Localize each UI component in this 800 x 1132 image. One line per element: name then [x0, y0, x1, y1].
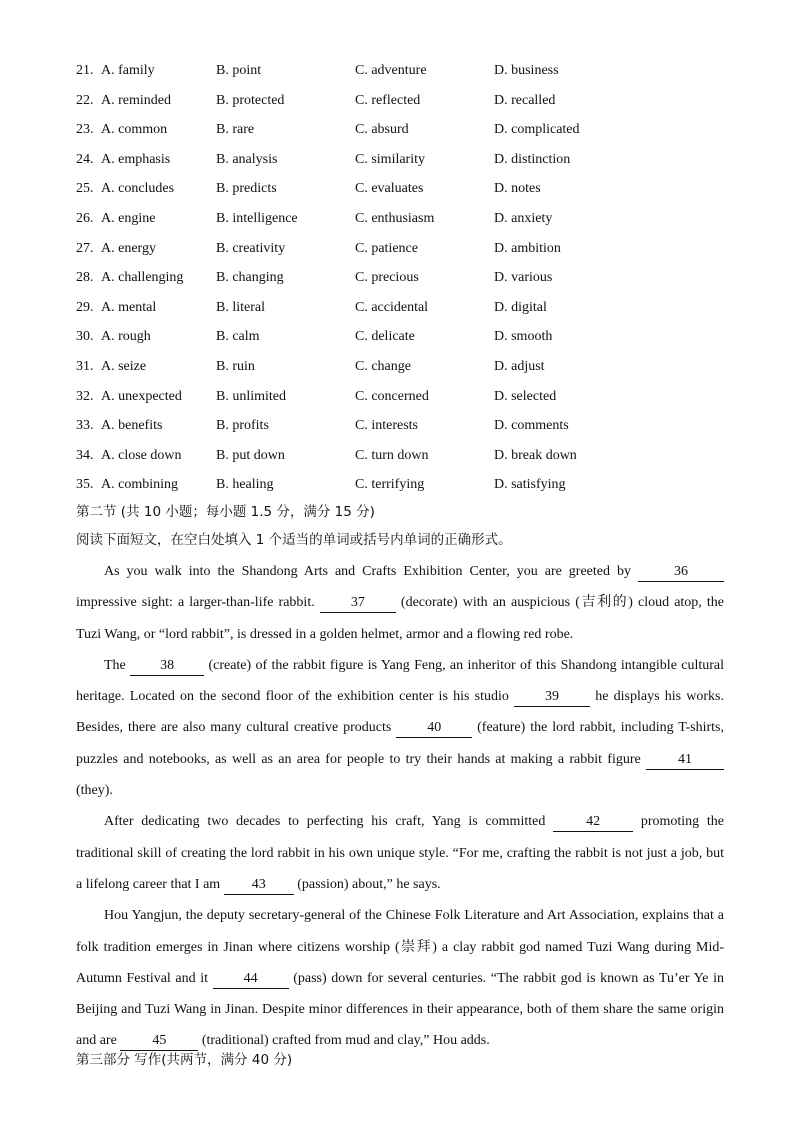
option-d[interactable]: D. anxiety	[494, 210, 553, 226]
option-d[interactable]: D. recalled	[494, 92, 556, 108]
blank-40[interactable]: 40	[396, 719, 472, 738]
option-c[interactable]: C. interests	[355, 418, 418, 434]
question-number: 32.	[76, 388, 94, 404]
passage-paragraph-2	[76, 650, 724, 806]
text-run: he displays his works. Besides, there are also many cultural creative products	[76, 689, 724, 736]
blank-45[interactable]: 45	[120, 1032, 198, 1051]
option-a[interactable]: A. challenging	[101, 270, 184, 286]
question-row	[76, 298, 736, 328]
option-a[interactable]: A. engine	[101, 210, 156, 226]
text-run: (decorate) with an auspicious (吉利的) cloud atop, the Tuzi Wang, or “lord rabbit”, is dressed in a golden helmet, armor and a flowing red robe.	[76, 595, 724, 642]
option-b[interactable]: B. analysis	[216, 151, 278, 167]
option-c[interactable]: C. delicate	[355, 329, 415, 345]
option-a[interactable]: A. seize	[101, 358, 147, 374]
passage-paragraph-1	[76, 556, 724, 650]
question-number: 25.	[76, 181, 94, 197]
option-c[interactable]: C. change	[355, 358, 411, 374]
passage-paragraph-4	[76, 900, 724, 1056]
option-c[interactable]: C. turn down	[355, 447, 429, 463]
option-c[interactable]: C. absurd	[355, 122, 409, 138]
option-d[interactable]: D. digital	[494, 299, 547, 315]
question-row	[76, 327, 736, 357]
question-row	[76, 209, 736, 239]
option-b[interactable]: B. intelligence	[216, 210, 298, 226]
text-run: As you walk into the Shandong Arts and Crafts Exhibition Center, you are greeted by	[104, 564, 638, 579]
option-b[interactable]: B. rare	[216, 122, 255, 138]
option-b[interactable]: B. predicts	[216, 181, 277, 197]
option-d[interactable]: D. comments	[494, 418, 569, 434]
option-c[interactable]: C. reflected	[355, 92, 421, 108]
question-row	[76, 268, 736, 298]
option-c[interactable]: C. evaluates	[355, 181, 424, 197]
option-a[interactable]: A. common	[101, 122, 168, 138]
option-b[interactable]: B. changing	[216, 270, 284, 286]
text-run: promoting the traditional skill of creating the lord rabbit in his own unique style. “For me, crafting the rabbit is not just a job, but a lifelong career that I am	[76, 814, 725, 892]
question-row	[76, 416, 736, 446]
option-c[interactable]: C. enthusiasm	[355, 210, 435, 226]
question-row	[76, 475, 736, 505]
text-run: (pass) down for several centuries. “The rabbit god is known as Tu’er Ye in Beijing and Tuzi Wang in Jinan. Despite minor differences in their appearance, both of them share the same origin and are	[76, 970, 724, 1049]
question-number: 21.	[76, 63, 94, 78]
question-number: 23.	[76, 122, 94, 138]
text-run: (they).	[76, 783, 113, 799]
option-a[interactable]: A. mental	[101, 299, 157, 315]
option-b[interactable]: B. creativity	[216, 240, 286, 256]
option-c[interactable]: C. concerned	[355, 388, 429, 404]
option-d[interactable]: D. business	[494, 63, 559, 78]
question-number: 28.	[76, 270, 94, 286]
option-b[interactable]: B. point	[216, 63, 262, 78]
option-d[interactable]: D. adjust	[494, 358, 545, 374]
question-row	[76, 61, 736, 91]
option-a[interactable]: A. reminded	[101, 92, 171, 108]
option-d[interactable]: D. satisfying	[494, 477, 566, 493]
question-number: 22.	[76, 92, 94, 108]
question-number: 31.	[76, 358, 94, 374]
blank-37[interactable]: 37	[320, 594, 396, 613]
option-c[interactable]: C. precious	[355, 270, 419, 286]
option-b[interactable]: B. ruin	[216, 358, 255, 374]
question-number: 30.	[76, 329, 94, 345]
question-row	[76, 357, 736, 387]
option-b[interactable]: B. healing	[216, 477, 274, 493]
multiple-choice-options	[76, 61, 736, 505]
blank-42[interactable]: 42	[553, 813, 633, 832]
question-number: 27.	[76, 240, 94, 256]
option-b[interactable]: B. put down	[216, 447, 285, 463]
section2-heading: 第二节 (共 10 小题；每小题 1.5 分，满分 15 分)	[76, 504, 375, 520]
text-run: Hou Yangjun, the deputy secretary-general of the Chinese Folk Literature and Art Association, explains that a folk tradition emerges in Jinan where citizens worship (崇拜) a clay rabbit god named Tuzi Wang during Mid-Autumn Festival and it	[76, 908, 724, 986]
option-b[interactable]: B. profits	[216, 418, 269, 434]
option-a[interactable]: A. close down	[101, 447, 182, 463]
question-number: 34.	[76, 447, 94, 463]
question-number: 33.	[76, 418, 94, 434]
blank-39[interactable]: 39	[514, 688, 590, 707]
question-row	[76, 387, 736, 417]
option-c[interactable]: C. terrifying	[355, 477, 425, 493]
text-run: (feature) the lord rabbit, including T-shirts, puzzles and notebooks, as well as an area for people to try their hands at making a rabbit figure	[76, 720, 725, 767]
text-run: impressive sight: a larger-than-life rabbit.	[76, 595, 320, 611]
question-row	[76, 239, 736, 269]
section3-heading: 第三部分 写作(共两节，满分 40 分)	[76, 1052, 293, 1068]
option-d[interactable]: D. smooth	[494, 329, 553, 345]
option-c[interactable]: C. similarity	[355, 151, 425, 167]
option-d[interactable]: D. various	[494, 270, 553, 286]
option-a[interactable]: A. concludes	[101, 181, 175, 197]
option-a[interactable]: A. unexpected	[101, 388, 182, 404]
option-a[interactable]: A. rough	[101, 329, 151, 345]
option-c[interactable]: C. patience	[355, 240, 418, 256]
option-d[interactable]: D. complicated	[494, 122, 580, 138]
option-b[interactable]: B. literal	[216, 299, 265, 315]
option-a[interactable]: A. energy	[101, 240, 156, 256]
passage-paragraph-3	[76, 806, 724, 900]
blank-36[interactable]: 36	[638, 563, 724, 582]
cloze-passage	[76, 556, 724, 1057]
text-run: (create) of the rabbit figure is Yang Feng, an inheritor of this Shandong intangible cultural heritage. Located on the second floor of the exhibition center is his studio	[76, 657, 724, 705]
text-run: The	[104, 657, 131, 673]
question-row	[76, 179, 736, 209]
option-d[interactable]: D. distinction	[494, 151, 571, 167]
option-c[interactable]: C. accidental	[355, 299, 429, 315]
option-b[interactable]: B. protected	[216, 92, 285, 108]
question-number: 24.	[76, 151, 94, 167]
question-row	[76, 150, 736, 180]
option-b[interactable]: B. calm	[216, 329, 260, 345]
blank-43[interactable]: 43	[224, 876, 294, 895]
blank-41[interactable]: 41	[646, 751, 724, 770]
option-d[interactable]: D. notes	[494, 181, 541, 197]
question-row	[76, 91, 736, 121]
text-run: (passion) about,” he says.	[293, 876, 441, 892]
blank-38[interactable]: 38	[130, 657, 204, 676]
option-a[interactable]: A. combining	[101, 477, 178, 493]
section2-instruction: 阅读下面短文，在空白处填入 1 个适当的单词或括号内单词的正确形式。	[76, 532, 512, 548]
text-run: After dedicating two decades to perfecting his craft, Yang is committed	[104, 814, 554, 830]
question-number: 35.	[76, 477, 94, 493]
option-a[interactable]: A. benefits	[101, 418, 163, 434]
question-number: 29.	[76, 299, 94, 315]
text-run: (traditional) crafted from mud and clay,” Hou adds.	[198, 1033, 490, 1049]
question-number: 26.	[76, 210, 94, 226]
option-a[interactable]: A. emphasis	[101, 151, 171, 167]
option-d[interactable]: D. selected	[494, 388, 557, 404]
option-a[interactable]: A. family	[101, 63, 155, 78]
option-d[interactable]: D. break down	[494, 447, 577, 463]
option-d[interactable]: D. ambition	[494, 240, 561, 256]
option-b[interactable]: B. unlimited	[216, 388, 286, 404]
question-row	[76, 446, 736, 476]
question-row	[76, 120, 736, 150]
blank-44[interactable]: 44	[213, 970, 289, 989]
option-c[interactable]: C. adventure	[355, 63, 427, 78]
